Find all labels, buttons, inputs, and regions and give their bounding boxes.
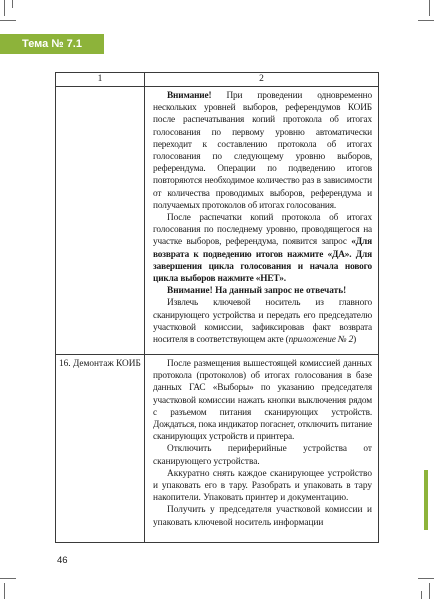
crop-mark: [4, 0, 5, 16]
text-run: «Для возврата к подведению итогов нажмите «ДА». Для завершения цикла голосования и начала нового цикла выборов нажмите «НЕТ».: [153, 237, 372, 285]
text-run: После распечатки копий протокола об итогах голосования по последнему уровню, проводящегося на участке выборов, референдума, появится запрос: [153, 213, 372, 248]
table-row: [56, 355, 379, 543]
paragraph: Аккуратно снять каждое сканирующее устройство и упаковать его в тару. Разобрать и упаковать в тару накопители. Упаковать принтер и документацию.: [153, 468, 372, 504]
crop-mark: [4, 583, 5, 599]
topic-header-label: Тема № 7.1: [22, 38, 82, 50]
crop-mark: [0, 578, 16, 579]
crop-mark: [429, 0, 430, 16]
text-run: При проведении одновременно нескольких уровней выборов, референдумов КОИБ после распечатывания копий протокола об итогах голосования по первому уровню автоматически переходит к составлению протокола об итогах голосования по следующему уровню выборов, референдума. Операции по подведению итогов повторяются необходимое количество раз в зависимости от количества проводимых выборов, референдума и получаемых протоколов об итогах голосования.: [153, 91, 372, 211]
text-run: приложение № 2: [288, 335, 354, 346]
step-description-cell: [145, 87, 379, 355]
paragraph: [153, 285, 372, 297]
table-header-row: [56, 73, 379, 87]
step-name-cell: 16. Демонтаж КОИБ: [56, 355, 145, 543]
paragraph: [153, 90, 372, 212]
paragraph: После размещения вышестоящей комиссией данных протокола (протоколов) об итогах голосования в базе данных ГАС «Выборы» по указанию председателя участковой комиссии нажать кнопки выключения рядом с разъемом питания сканирующих устройств. Дождаться, пока индикатор погаснет, отключить питание сканирующих устройств и принтера.: [153, 359, 372, 443]
crop-mark: [418, 20, 434, 21]
instruction-table: [55, 72, 379, 543]
paragraph: [153, 212, 372, 285]
paragraph: Отключить периферийные устройства от сканирующего устройства.: [153, 444, 372, 467]
step-description-cell: [145, 355, 379, 543]
paragraph: [153, 297, 372, 346]
section-tab-marker: [424, 470, 428, 530]
text-run: ): [353, 335, 357, 346]
paragraph: Получить у председателя участковой комиссии и упаковать ключевой носитель информации: [153, 505, 372, 528]
page-number: 46: [57, 555, 68, 566]
text-run: Внимание! На данный запрос не отвечать!: [167, 286, 347, 297]
crop-mark: [12, 0, 13, 8]
crop-mark: [421, 591, 422, 599]
text-run: Извлечь ключевой носитель из главного сканирующего устройства и передать его председателю участковой комиссии, зафиксировав факт возврата носителя в соответствующем акте (: [153, 298, 372, 346]
crop-mark: [418, 578, 434, 579]
table-row: [56, 87, 379, 355]
topic-header-bar: [0, 34, 104, 54]
column-header-2: 2: [145, 73, 379, 87]
crop-mark: [0, 20, 16, 21]
text-run: Внимание!: [167, 91, 212, 101]
step-name-cell: [56, 87, 145, 355]
column-header-1: 1: [56, 73, 145, 87]
crop-mark: [429, 583, 430, 599]
